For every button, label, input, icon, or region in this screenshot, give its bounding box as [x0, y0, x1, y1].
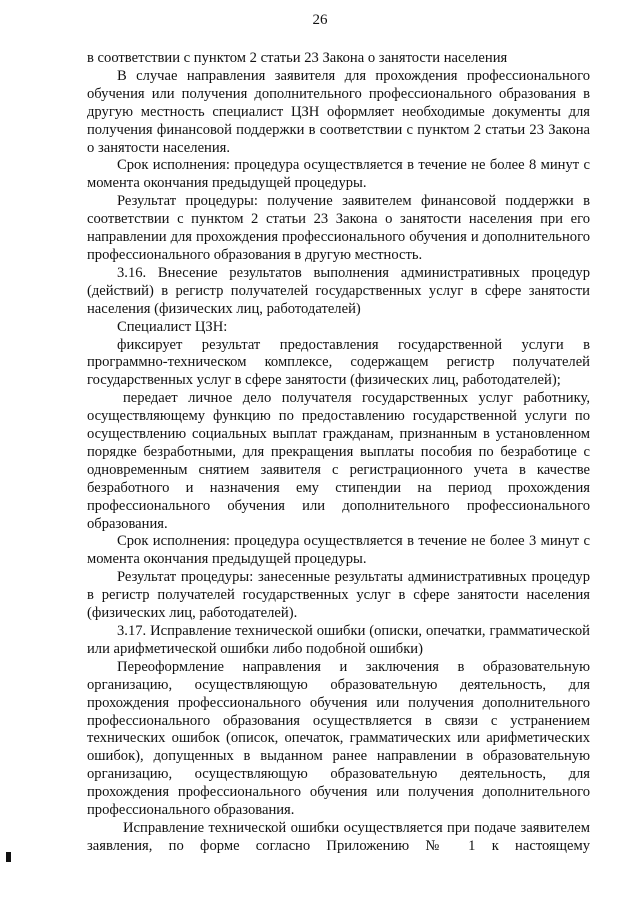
section-heading-3-17: 3.17. Исправление технической ошибки (описки, опечатки, грамматической или арифметической ошибки либо подобной ошибки) — [87, 623, 590, 657]
paragraph-correction-on-application: Исправление технической ошибки осуществляется при подаче заявителем заявления, по форме согласно Приложению № 1 к настоящему — [87, 819, 590, 854]
paragraph-continuation: в соответствии с пунктом 2 статьи 23 Закона о занятости населения — [87, 50, 508, 66]
page-number: 26 — [312, 12, 328, 28]
paragraph-specialist: Специалист ЦЗН: — [117, 318, 228, 335]
paragraph-deadline-8-minutes: Срок исполнения: процедура осуществляется в течение не более 8 минут с момента окончания предыдущей процедуры. — [87, 157, 590, 192]
paragraph-records-result: фиксирует результат предоставления государственной услуги в программно-техническом комплексе, содержащем регистр получателей государственных услуг в сфере занятости (физических лиц, работодателей); — [87, 336, 590, 389]
paragraph-reissue-referral: Переоформление направления и заключения в образовательную организацию, осуществляющую образовательную деятельность, для прохождения профессионального обучения или получения дополнительного профессионального образования осуществляется в связи с устранением технических ошибок (описок, опечаток, грамматических или арифметических ошибок), допущенных в выданном ранее направлении в образовательную организацию, осуществляющую образовательную деятельность, для прохождения профессионального обучения или получения дополнительного профессионального образования. — [87, 658, 590, 819]
paragraph-result-register: Результат процедуры: занесенные результаты административных процедур в регистр получателей государственных услуг в сфере занятости населения (физических лиц, работодателей). — [87, 569, 590, 622]
paragraph-result-financial-support: Результат процедуры: получение заявителем финансовой поддержки в соответствии с пунктом 2 статьи 23 Закона о занятости населения при его направлении для прохождения профессионального обучения и дополнительного профессионального образования в другую местность. — [87, 193, 590, 263]
section-heading-3-16: 3.16. Внесение результатов выполнения административных процедур (действий) в регистр получателей государственных услуг в сфере занятости населения (физических лиц, работодателей) — [87, 264, 590, 317]
document-body — [87, 50, 590, 856]
paragraph-transfers-file: передает личное дело получателя государственных услуг работнику, осуществляющему функцию по предоставлению государственной услуги по осуществлению социальных выплат гражданам, признанным в установленном порядке безработными, для прекращения выплаты пособия по безработице с одновременным снятием заявителя с регистрационного учета в качестве безработного и назначения ему стипендии на период прохождения профессионального обучения или дополнительного профессионального образования. — [87, 390, 590, 532]
scan-edge-mark — [6, 852, 11, 862]
paragraph-deadline-3-minutes: Срок исполнения: процедура осуществляется в течение не более 3 минут с момента окончания предыдущей процедуры. — [87, 533, 590, 568]
paragraph-relocation-support: В случае направления заявителя для прохождения профессионального обучения или получения дополнительного профессионального образования в другую местность специалист ЦЗН оформляет необходимые документы для получения финансовой поддержки в соответствии с пунктом 2 статьи 23 Закона о занятости населения. — [87, 67, 590, 156]
